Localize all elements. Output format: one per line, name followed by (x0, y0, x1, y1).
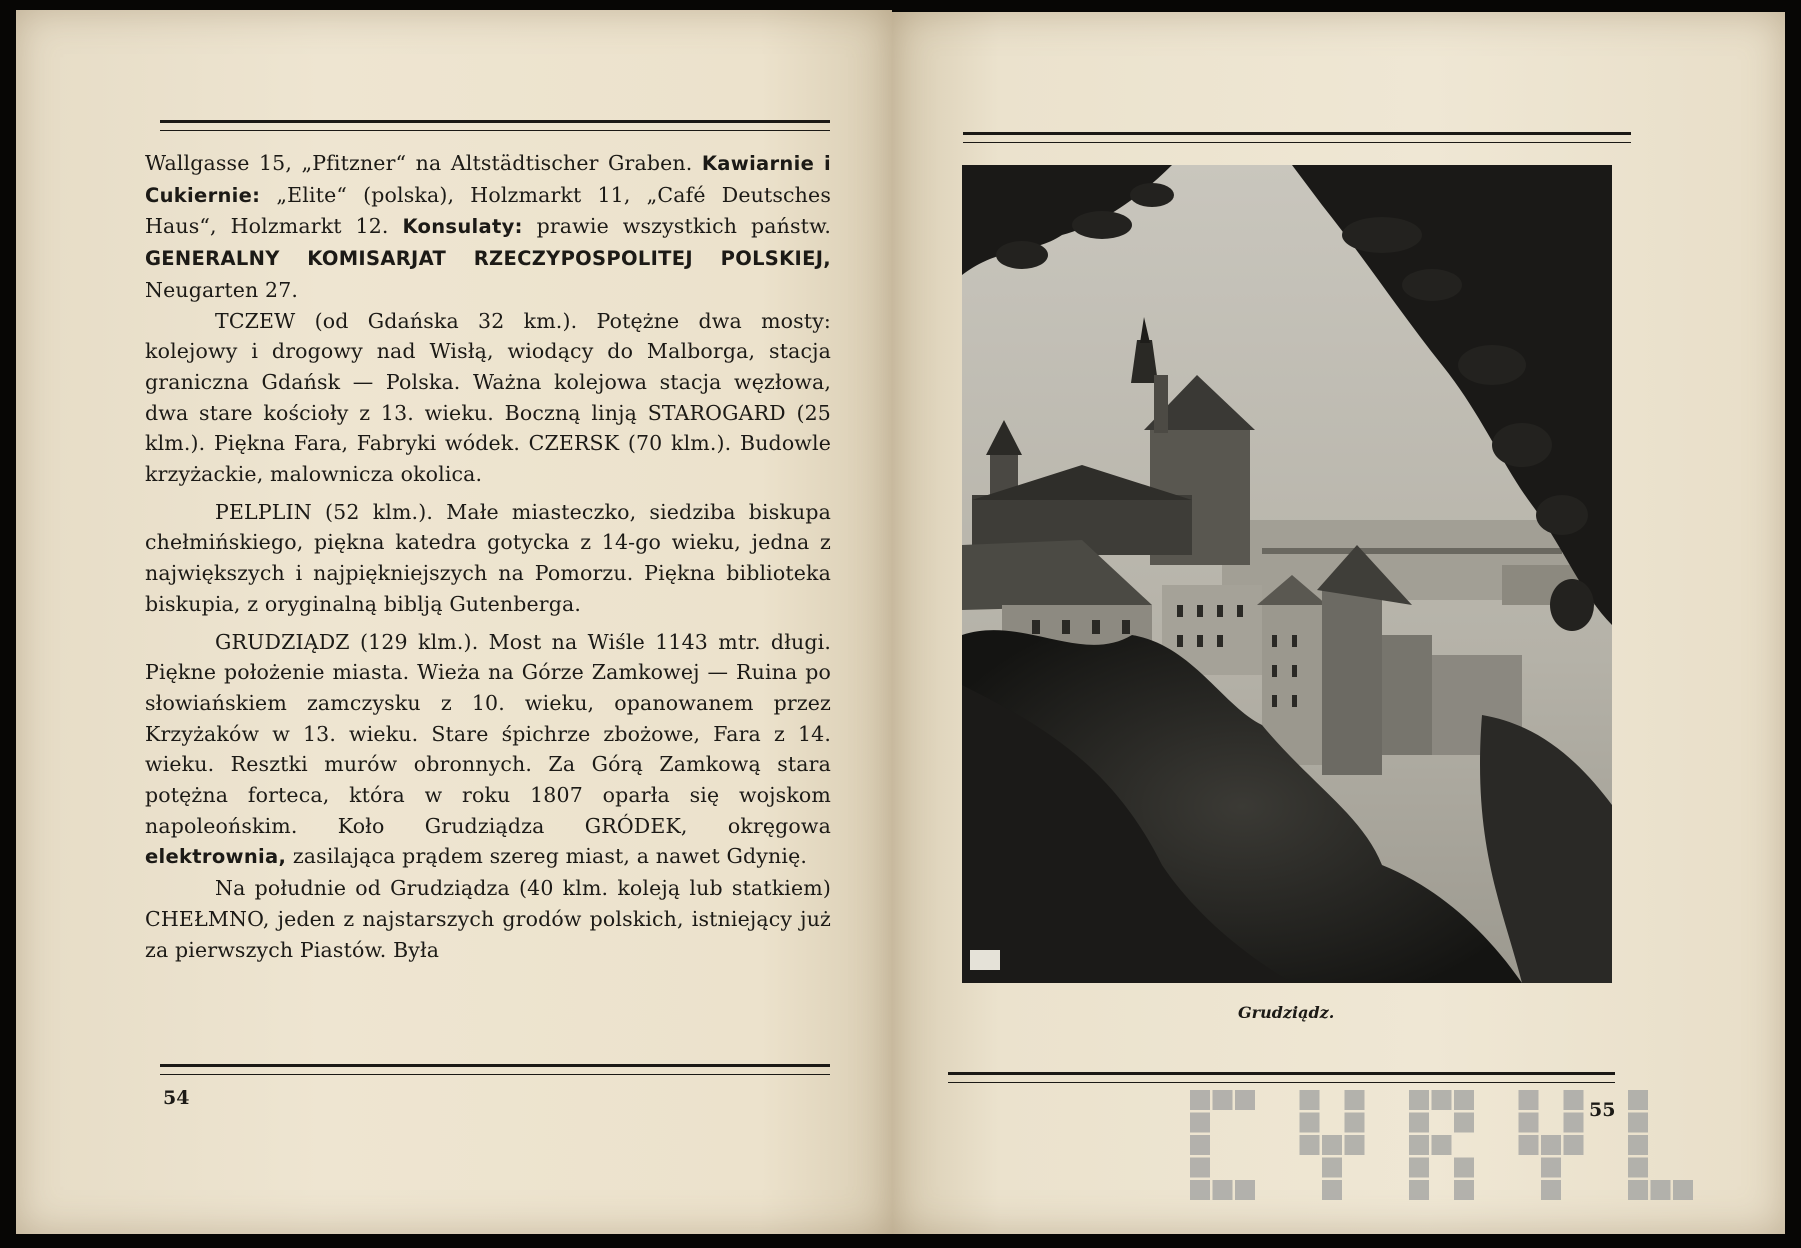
bold-term: Konsulaty: (402, 215, 523, 239)
page-number-left: 54 (163, 1087, 190, 1109)
top-rule-right (963, 132, 1631, 143)
bold-term: GENERALNY KOMISARJAT RZECZYPOSPOLITEJ POLSKIEJ, (145, 247, 831, 271)
paragraph-1 (145, 148, 831, 306)
paragraph-3 (145, 497, 831, 620)
bottom-rule-left (160, 1064, 830, 1075)
bold-term: elektrownia, (145, 845, 287, 869)
text-run: PELPLIN (52 klm.). Małe miasteczko, siedziba biskupa chełmińskiego, piękna katedra gotycka z 14-go wieku, jedna z największych i najpiękniejszych na Pomorzu. Piękna biblioteka biskupia, z oryginalną biblją Gutenberga. (145, 499, 831, 616)
paragraph-2 (145, 306, 831, 490)
watermark-logo (1190, 1090, 1750, 1200)
photo-illustration (962, 165, 1612, 983)
paragraph-5 (145, 873, 831, 965)
page-number-right: 55 (1589, 1099, 1616, 1121)
text-run: zasilająca prądem szereg miast, a nawet Gdynię. (286, 844, 808, 869)
text-run: Na południe od Grudziądza (40 klm. koleją lub statkiem) CHEŁMNO, jeden z najstarszych grodów polskich, istniejący już za pierwszych Piastów. Była (145, 876, 831, 962)
top-rule-left (160, 120, 830, 131)
text-run: Wallgasse 15, „Pfitzner“ na Altstädtischer Graben. (145, 151, 702, 175)
photographer-mark (970, 950, 1000, 970)
text-run: GRUDZIĄDZ (129 klm.). Most na Wiśle 1143 mtr. długi. Piękne położenie miasta. Wieża na Górze Zamkowej — Ruina po słowiańskiem zamczysku z 10. wieku, opanowanem przez Krzyżaków w 13. wieku. Stare śpichrze zbożowe, Fara z 14. wieku. Resztki murów obronnych. Za Górą Zamkową stara potężna forteca, która w roku 1807 oparła się wojskom napoleońskim. Koło Grudziądza GRÓDEK, okręgowa (145, 629, 831, 838)
paragraph-4 (145, 627, 831, 874)
photo-grudziadz (962, 165, 1612, 983)
bottom-rule-right (948, 1072, 1615, 1083)
text-run: prawie wszystkich państw. (522, 214, 831, 239)
text-run: TCZEW (od Gdańska 32 km.). Potężne dwa mosty: kolejowy i drogowy nad Wisłą, wiodący do Malborga, stacja graniczna Gdańsk — Polska. Ważna kolejowa stacja węzłowa, dwa stare kościoły z 13. wieku. Boczną linją STAROGARD (25 klm.). Piękna Fara, Fabryki wódek. CZERSK (70 klm.). Budowle krzyżackie, malownicza okolica. (145, 308, 831, 487)
photo-caption: Grudziądz. (1238, 1003, 1335, 1022)
body-text (145, 148, 831, 965)
text-run: „Elite“ (polska), Holzmarkt 11, „Café Deutsches Haus“, Holzmarkt 12. (145, 182, 831, 239)
bold-term: Kawiarnie i Cukiernie: (145, 152, 831, 207)
text-run: Neugarten 27. (145, 277, 299, 302)
